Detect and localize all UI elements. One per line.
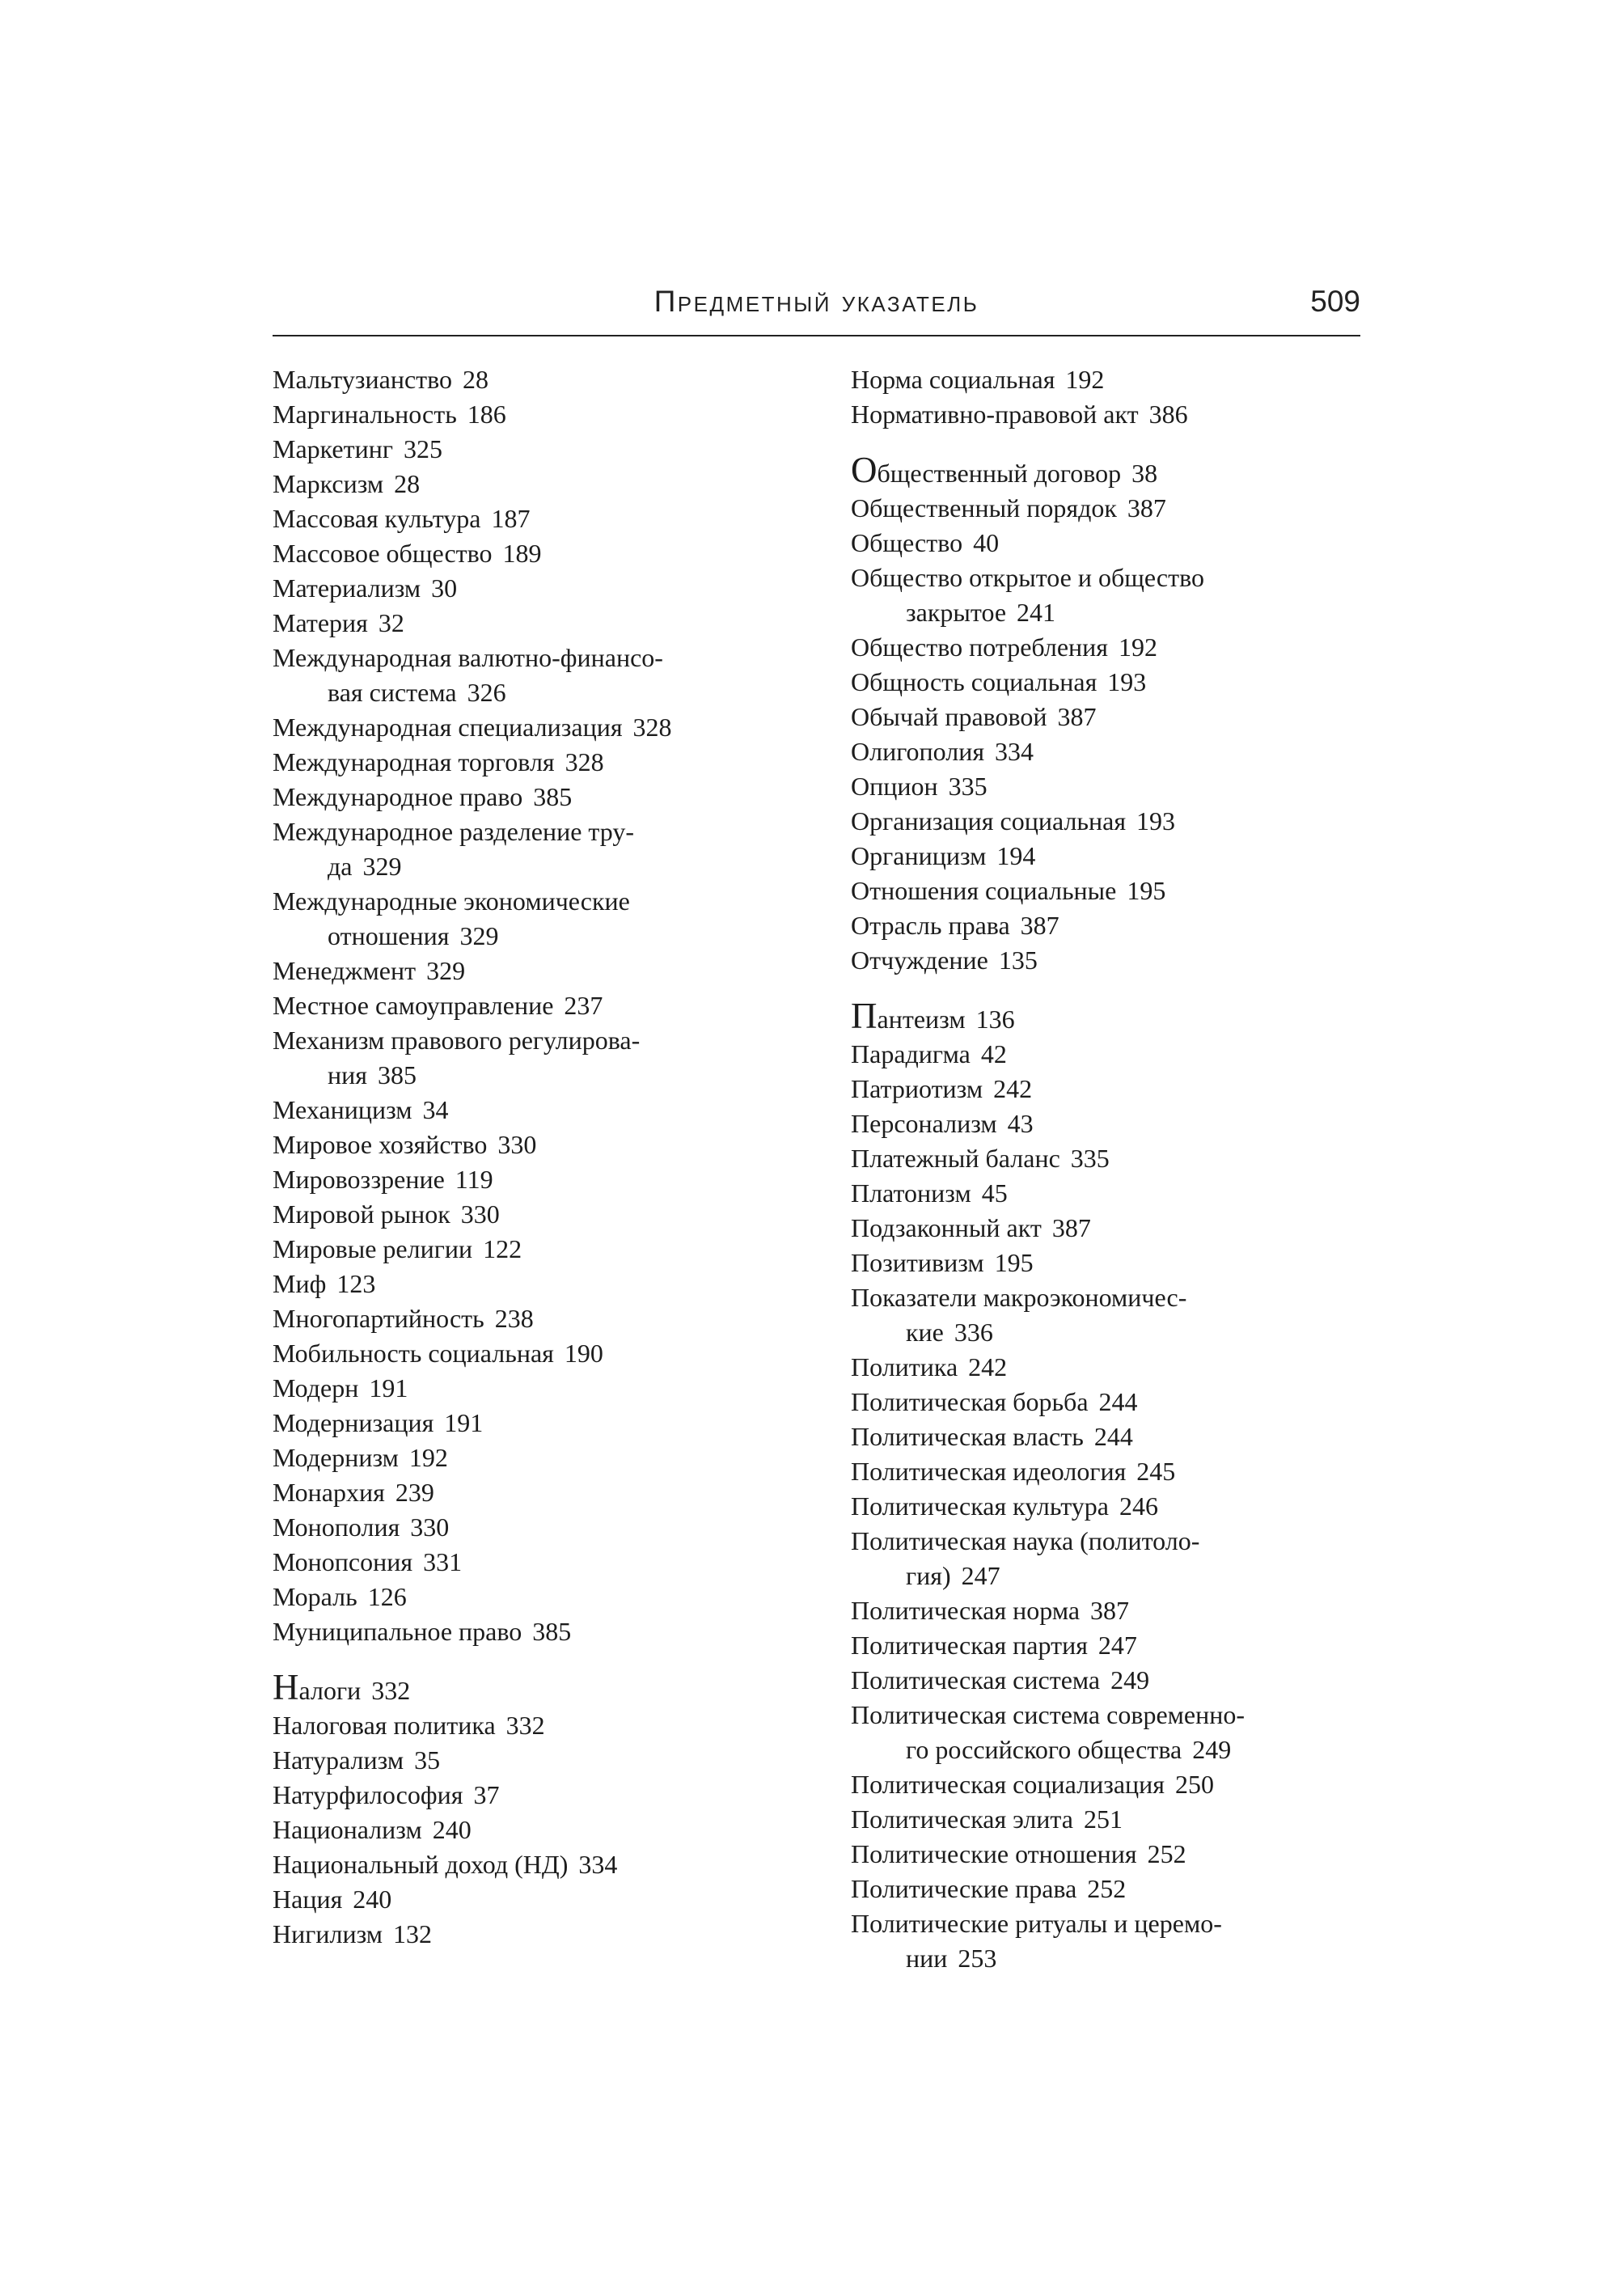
index-entry-line: Патриотизм 242 xyxy=(851,1074,1033,1103)
index-entry xyxy=(273,1023,782,1093)
index-entry xyxy=(273,536,782,571)
index-entry xyxy=(273,1336,782,1371)
index-entry-line: го российского общества 249 xyxy=(906,1735,1232,1764)
index-entry-line: Международная специализация 328 xyxy=(273,713,672,742)
page-ref: 192 xyxy=(408,1443,448,1472)
page-ref: 241 xyxy=(1017,598,1056,627)
index-entry xyxy=(851,362,1360,397)
page-ref: 186 xyxy=(467,400,506,429)
index-entry xyxy=(273,1475,782,1510)
index-entry-line: Политическая борьба 244 xyxy=(851,1387,1138,1416)
index-entry-line: Политическая власть 244 xyxy=(851,1422,1133,1451)
index-entry-line: Нормативно-правовой акт 386 xyxy=(851,400,1188,429)
index-entry-line: Норма социальная 192 xyxy=(851,365,1105,394)
index-entry-line: Политика 242 xyxy=(851,1352,1008,1381)
index-entry-line: Мировые религии 122 xyxy=(273,1234,522,1263)
index-entry xyxy=(273,1917,782,1952)
index-entry-line: Мораль 126 xyxy=(273,1582,407,1611)
index-entry xyxy=(273,1580,782,1614)
page-ref: 331 xyxy=(423,1547,463,1576)
index-entry-line: Позитивизм 195 xyxy=(851,1248,1034,1277)
index-entry xyxy=(273,1301,782,1336)
page-ref: 38 xyxy=(1131,459,1158,488)
index-entry-line: Политические права 252 xyxy=(851,1874,1127,1903)
index-entry xyxy=(273,1882,782,1917)
page-ref: 328 xyxy=(565,747,604,776)
index-entry xyxy=(851,1037,1360,1072)
page-ref: 387 xyxy=(1020,911,1059,940)
index-entry xyxy=(851,561,1360,630)
page-ref: 251 xyxy=(1084,1804,1123,1834)
index-entry xyxy=(851,943,1360,978)
index-entry-line: закрытое 241 xyxy=(906,598,1056,627)
index-entry-line: Отчуждение 135 xyxy=(851,946,1038,975)
page-ref: 325 xyxy=(403,434,442,463)
index-entry-line: Общность социальная 193 xyxy=(851,667,1147,696)
index-entry xyxy=(273,1371,782,1406)
page-header xyxy=(273,285,1360,324)
index-entry xyxy=(273,710,782,745)
page-ref: 329 xyxy=(362,852,402,881)
page-ref: 34 xyxy=(422,1095,449,1124)
page-ref: 189 xyxy=(502,539,542,568)
page-ref: 28 xyxy=(463,365,489,394)
index-entry-line: Международная торговля 328 xyxy=(273,747,604,776)
index-entry xyxy=(851,1767,1360,1802)
index-entry-line: Политическая норма 387 xyxy=(851,1596,1130,1625)
index-column-left xyxy=(273,362,782,1976)
page-ref: 246 xyxy=(1119,1491,1158,1521)
page-ref: 193 xyxy=(1107,667,1147,696)
page-ref: 332 xyxy=(371,1676,411,1705)
page-ref: 244 xyxy=(1093,1422,1133,1451)
index-entry-line: Мировое хозяйство 330 xyxy=(273,1130,537,1159)
index-entry-line: Политическая наука (политоло- xyxy=(851,1526,1200,1555)
index-entry xyxy=(273,1743,782,1778)
index-entry xyxy=(851,1141,1360,1176)
page-ref: 252 xyxy=(1087,1874,1127,1903)
page-ref: 245 xyxy=(1136,1457,1176,1486)
index-entry-line: Модернизация 191 xyxy=(273,1408,484,1437)
page-ref: 239 xyxy=(395,1478,434,1507)
index-entry-line: Миф 123 xyxy=(273,1269,376,1298)
index-entry xyxy=(851,526,1360,561)
section-initial: П xyxy=(851,996,878,1036)
index-entry xyxy=(273,432,782,467)
page-ref: 249 xyxy=(1110,1665,1150,1694)
index-entry xyxy=(273,1127,782,1162)
index-entry-line: Политическая элита 251 xyxy=(851,1804,1123,1834)
index-entry xyxy=(851,908,1360,943)
page-ref: 242 xyxy=(968,1352,1008,1381)
page-ref: 330 xyxy=(410,1512,450,1542)
index-entry-line: Механизм правового регулирова- xyxy=(273,1026,641,1055)
page-ref: 119 xyxy=(455,1165,493,1194)
index-entry xyxy=(273,397,782,432)
page-ref: 247 xyxy=(1097,1631,1137,1660)
index-entry xyxy=(273,1813,782,1847)
page-ref: 329 xyxy=(459,921,499,950)
index-entry-line: Политическая система современно- xyxy=(851,1700,1245,1729)
index-entry-line: Платежный баланс 335 xyxy=(851,1144,1110,1173)
index-entry xyxy=(851,1385,1360,1419)
index-entry xyxy=(273,501,782,536)
index-column-right xyxy=(851,362,1360,1976)
page-ref: 336 xyxy=(954,1318,993,1347)
page-ref: 135 xyxy=(998,946,1038,975)
index-entry-line: Подзаконный акт 387 xyxy=(851,1213,1091,1242)
index-entry-line: Политическая партия 247 xyxy=(851,1631,1137,1660)
page-ref: 329 xyxy=(426,956,466,985)
index-entry xyxy=(273,1162,782,1197)
index-entry-line: Материализм 30 xyxy=(273,573,458,603)
index-entry xyxy=(273,606,782,641)
page-ref: 335 xyxy=(1070,1144,1110,1173)
page-ref: 250 xyxy=(1175,1770,1215,1799)
index-entry xyxy=(851,1872,1360,1906)
index-entry-line: Политическая идеология 245 xyxy=(851,1457,1176,1486)
index-entry-line: Организация социальная 193 xyxy=(851,806,1176,836)
index-entry-line: Мальтузианство 28 xyxy=(273,365,489,394)
index-entry xyxy=(273,1510,782,1545)
index-entry xyxy=(851,1628,1360,1663)
index-entry xyxy=(851,839,1360,874)
index-entry xyxy=(851,491,1360,526)
page-ref: 122 xyxy=(483,1234,522,1263)
page-ref: 252 xyxy=(1147,1839,1186,1868)
index-entry-line: Показатели макроэкономичес- xyxy=(851,1283,1187,1312)
page-ref: 334 xyxy=(995,737,1034,766)
index-entry xyxy=(273,745,782,780)
index-entry-line: Мировой рынок 330 xyxy=(273,1199,500,1229)
index-entry xyxy=(273,1708,782,1743)
index-entry xyxy=(851,1524,1360,1593)
index-entry-line: Натурализм 35 xyxy=(273,1745,441,1775)
index-entry-line: отношения 329 xyxy=(328,921,499,950)
index-entry-line: Международная валютно-финансо- xyxy=(273,643,663,672)
index-entry-line: Нация 240 xyxy=(273,1885,392,1914)
index-entry-line: Обычай правовой 387 xyxy=(851,702,1097,731)
page-ref: 30 xyxy=(431,573,458,603)
page-ref: 194 xyxy=(996,841,1036,870)
index-entry-line: Политическая культура 246 xyxy=(851,1491,1158,1521)
index-entry-line: Марксизм 28 xyxy=(273,469,421,498)
index-entry xyxy=(273,1406,782,1441)
page-ref: 192 xyxy=(1119,632,1158,662)
index-entry-line: Массовая культура 187 xyxy=(273,504,531,533)
index-entry-line: Маркетинг 325 xyxy=(273,434,442,463)
page-ref: 195 xyxy=(1127,876,1166,905)
index-entry-line: Международное право 385 xyxy=(273,782,573,811)
index-entry-line: Национализм 240 xyxy=(273,1815,472,1844)
index-entry xyxy=(851,1837,1360,1872)
index-entry xyxy=(851,1176,1360,1211)
index-entry-line: Органицизм 194 xyxy=(851,841,1036,870)
index-entry-line: Мобильность социальная 190 xyxy=(273,1339,603,1368)
index-entry-line: Многопартийность 238 xyxy=(273,1304,534,1333)
page-ref: 35 xyxy=(414,1745,441,1775)
index-entry-line: Опцион 335 xyxy=(851,772,988,801)
index-entry xyxy=(273,1778,782,1813)
index-entry xyxy=(851,1593,1360,1628)
index-entry xyxy=(851,1211,1360,1246)
index-entry-line: Менеджмент 329 xyxy=(273,956,466,985)
index-entry xyxy=(851,1350,1360,1385)
index-entry xyxy=(273,1197,782,1232)
index-entry-line: Монополия 330 xyxy=(273,1512,450,1542)
index-entry-line: Мировоззрение 119 xyxy=(273,1165,493,1194)
page-ref: 126 xyxy=(367,1582,407,1611)
index-entry xyxy=(273,467,782,501)
index-entry-line: Международное разделение тру- xyxy=(273,817,635,846)
page-ref: 187 xyxy=(491,504,531,533)
index-entry-line: Налоги 332 xyxy=(273,1667,411,1707)
index-entry xyxy=(851,996,1360,1037)
page-ref: 192 xyxy=(1065,365,1105,394)
index-entry xyxy=(273,1614,782,1649)
page-ref: 193 xyxy=(1136,806,1176,836)
index-entry xyxy=(273,1267,782,1301)
page-ref: 326 xyxy=(467,678,506,707)
index-entry-line: ния 385 xyxy=(328,1060,417,1089)
index-entry xyxy=(851,1802,1360,1837)
index-entry-line: Международные экономические xyxy=(273,886,630,916)
index-entry-line: Нигилизм 132 xyxy=(273,1919,433,1948)
index-entry-line: Общественный порядок 387 xyxy=(851,493,1166,522)
page-ref: 387 xyxy=(1051,1213,1091,1242)
index-entry-line: Муниципальное право 385 xyxy=(273,1617,572,1646)
index-entry-line: Парадигма 42 xyxy=(851,1039,1007,1068)
page-ref: 247 xyxy=(961,1561,1000,1590)
page-ref: 195 xyxy=(994,1248,1034,1277)
index-entry xyxy=(851,1454,1360,1489)
index-columns xyxy=(273,362,1360,1976)
index-entry-line: Общество 40 xyxy=(851,528,1000,557)
index-entry xyxy=(851,1246,1360,1280)
page-ref: 253 xyxy=(958,1944,997,1973)
page-ref: 244 xyxy=(1098,1387,1138,1416)
page-title: Предметный указатель xyxy=(653,285,979,318)
page-ref: 240 xyxy=(353,1885,392,1914)
index-entry-line: Натурфилософия 37 xyxy=(273,1780,500,1809)
page-ref: 249 xyxy=(1192,1735,1232,1764)
index-entry-line: Политические ритуалы и церемо- xyxy=(851,1909,1222,1938)
index-entry-line: Маргинальность 186 xyxy=(273,400,506,429)
section-initial: О xyxy=(851,450,878,490)
index-entry-line: Материя 32 xyxy=(273,608,404,637)
page-ref: 328 xyxy=(632,713,672,742)
index-entry xyxy=(851,804,1360,839)
index-entry xyxy=(851,397,1360,432)
index-entry-line: Модернизм 192 xyxy=(273,1443,448,1472)
index-entry xyxy=(851,1419,1360,1454)
index-entry xyxy=(851,1698,1360,1767)
index-entry-line: Модерн 191 xyxy=(273,1373,408,1402)
index-entry xyxy=(851,1106,1360,1141)
page-ref: 237 xyxy=(564,991,603,1020)
page-ref: 335 xyxy=(948,772,988,801)
index-entry xyxy=(273,1545,782,1580)
index-entry-line: Общественный договор 38 xyxy=(851,450,1158,490)
page-ref: 43 xyxy=(1007,1109,1034,1138)
page-ref: 387 xyxy=(1127,493,1166,522)
index-entry-line: Персонализм 43 xyxy=(851,1109,1034,1138)
index-entry-line: Массовое общество 189 xyxy=(273,539,542,568)
page-ref: 387 xyxy=(1057,702,1097,731)
page-ref: 240 xyxy=(432,1815,472,1844)
index-entry xyxy=(851,734,1360,769)
header-rule xyxy=(273,335,1360,336)
index-entry xyxy=(273,1232,782,1267)
index-entry-line: Политическая социализация 250 xyxy=(851,1770,1215,1799)
index-entry-line: Отрасль права 387 xyxy=(851,911,1059,940)
page-ref: 385 xyxy=(533,782,573,811)
index-entry xyxy=(851,1489,1360,1524)
index-entry-line: Отношения социальные 195 xyxy=(851,876,1166,905)
page-ref: 332 xyxy=(505,1711,545,1740)
section-initial: Н xyxy=(273,1667,299,1707)
index-entry xyxy=(851,1072,1360,1106)
index-entry xyxy=(273,1093,782,1127)
page-number: 509 xyxy=(1310,285,1360,318)
index-entry-line: Политическая система 249 xyxy=(851,1665,1150,1694)
page-ref: 123 xyxy=(336,1269,376,1298)
page-ref: 330 xyxy=(497,1130,537,1159)
index-entry-line: Механицизм 34 xyxy=(273,1095,449,1124)
index-entry-line: кие 336 xyxy=(906,1318,993,1347)
index-entry xyxy=(851,1663,1360,1698)
index-entry xyxy=(273,814,782,884)
index-entry xyxy=(273,1441,782,1475)
page-ref: 387 xyxy=(1090,1596,1130,1625)
index-entry-line: да 329 xyxy=(328,852,402,881)
index-entry-line: гия) 247 xyxy=(906,1561,1000,1590)
page-ref: 385 xyxy=(377,1060,417,1089)
index-entry xyxy=(851,630,1360,665)
index-entry xyxy=(851,874,1360,908)
index-entry xyxy=(851,700,1360,734)
index-entry-line: Платонизм 45 xyxy=(851,1178,1008,1208)
index-entry xyxy=(273,1847,782,1882)
index-entry xyxy=(273,641,782,710)
index-entry xyxy=(851,665,1360,700)
index-entry-line: вая система 326 xyxy=(328,678,506,707)
index-entry xyxy=(851,450,1360,491)
page-ref: 330 xyxy=(460,1199,500,1229)
page-ref: 385 xyxy=(532,1617,572,1646)
page-ref: 132 xyxy=(393,1919,433,1948)
page-ref: 334 xyxy=(578,1850,618,1879)
page-ref: 136 xyxy=(975,1005,1015,1034)
page-ref: 40 xyxy=(973,528,1000,557)
index-entry-line: Олигополия 334 xyxy=(851,737,1034,766)
index-entry xyxy=(273,1667,782,1708)
page-ref: 45 xyxy=(981,1178,1008,1208)
page-ref: 28 xyxy=(394,469,421,498)
index-entry xyxy=(273,988,782,1023)
page-ref: 386 xyxy=(1148,400,1188,429)
index-entry-line: Монопсония 331 xyxy=(273,1547,463,1576)
page-ref: 32 xyxy=(378,608,404,637)
index-entry xyxy=(273,571,782,606)
index-entry-line: Пантеизм 136 xyxy=(851,996,1015,1036)
index-entry xyxy=(273,780,782,814)
index-entry-line: Общество потребления 192 xyxy=(851,632,1158,662)
page-ref: 242 xyxy=(993,1074,1033,1103)
page-ref: 191 xyxy=(369,1373,408,1402)
index-entry xyxy=(851,1906,1360,1976)
index-entry xyxy=(851,769,1360,804)
index-entry-line: Местное самоуправление 237 xyxy=(273,991,603,1020)
index-entry-line: Монархия 239 xyxy=(273,1478,434,1507)
index-entry xyxy=(273,954,782,988)
page-ref: 190 xyxy=(564,1339,603,1368)
page-ref: 37 xyxy=(473,1780,500,1809)
index-entry xyxy=(851,1280,1360,1350)
index-entry-line: нии 253 xyxy=(906,1944,997,1973)
index-entry-line: Налоговая политика 332 xyxy=(273,1711,545,1740)
index-entry-line: Политические отношения 252 xyxy=(851,1839,1186,1868)
index-entry xyxy=(273,362,782,397)
index-entry-line: Общество открытое и общество xyxy=(851,563,1204,592)
index-entry xyxy=(273,884,782,954)
page-ref: 42 xyxy=(980,1039,1007,1068)
page-ref: 238 xyxy=(494,1304,534,1333)
index-entry-line: Национальный доход (НД) 334 xyxy=(273,1850,618,1879)
page-ref: 191 xyxy=(444,1408,484,1437)
